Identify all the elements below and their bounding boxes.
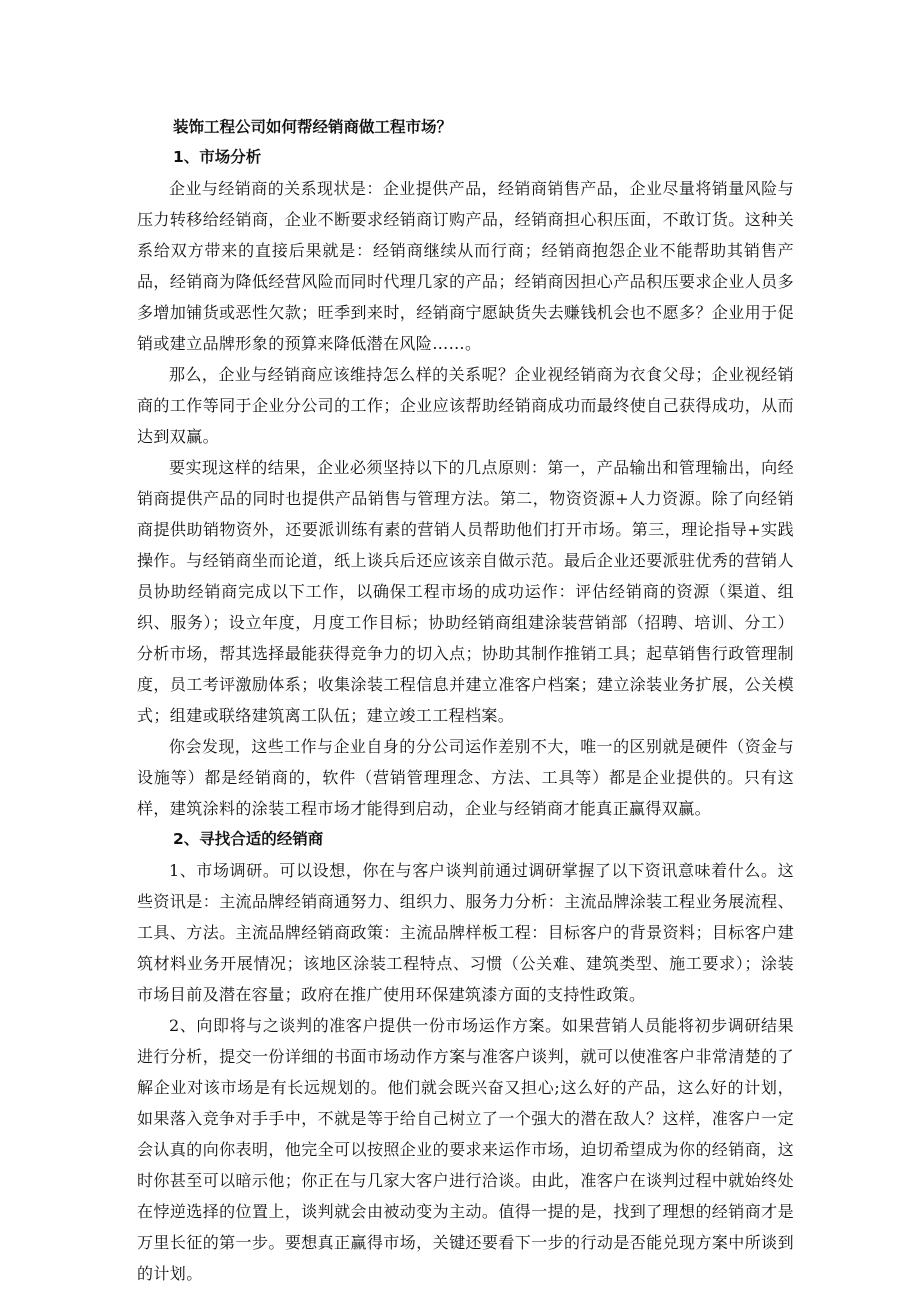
- document-title: 装饰工程公司如何帮经销商做工程市场？: [173, 118, 453, 136]
- paragraph: 企业与经销商的关系现状是：企业提供产品，经销商销售产品，企业尽量将销量风险与压力转移给经销商，企业不断要求经销商订购产品，经销商担心积压面，不敢订货。这种关系给双方带来的直接后果就是：经销商继续从而行商；经销商抱怨企业不能帮助其销售产品，经销商为降低经营风险而同时代理几家的产品；经销商因担心产品积压要求企业人员多多增加铺货或恶性欠款；旺季到来时，经销商宁愿缺货失去赚钱机会也不愿多？企业用于促销或建立品牌形象的预算来降低潜在风险……。: [137, 179, 794, 353]
- section-heading-market-analysis: 1、市场分析: [173, 148, 262, 166]
- document-page: [137, 112, 794, 1289]
- paragraph: 2、向即将与之谈判的准客户提供一份市场运作方案。如果营销人员能将初步调研结果进行分析，提交一份详细的书面市场动作方案与准客户谈判，就可以使准客户非常清楚的了解企业对该市场是有长远规划的。他们就会既兴奋又担心;这么好的产品，这么好的计划，如果落入竞争对手手中，不就是等于给自己树立了一个强大的潜在敌人？这样，准客户一定会认真的向你表明，他完全可以按照企业的要求来运作市场，迫切希望成为你的经销商，这时你甚至可以暗示他；你正在与几家大客户进行洽谈。由此，准客户在谈判过程中就始终处在悖逆选择的位置上，谈判就会由被动变为主动。值得一提的是，找到了理想的经销商才是万里长征的第一步。要想真正赢得市场，关键还要看下一步的行动是否能兑现方案中所谈到的计划。: [137, 1016, 794, 1283]
- section-heading-find-dealer: 2、寻找合适的经销商: [173, 830, 324, 848]
- paragraph: 1、市场调研。可以设想，你在与客户谈判前通过调研掌握了以下资讯意味着什么。这些资讯是：主流品牌经销商通努力、组织力、服务力分析：主流品牌涂装工程业务展流程、工具、方法。主流品牌经销商政策：主流品牌样板工程：目标客户的背景资料；目标客户建筑材料业务开展情况；该地区涂装工程特点、习惯（公关难、建筑类型、施工要求）；涂装市场目前及潜在容量；政府在推广使用环保建筑漆方面的支持性政策。: [137, 861, 794, 1004]
- paragraph: 要实现这样的结果，企业必须坚持以下的几点原则：第一，产品输出和管理输出，向经销商提供产品的同时也提供产品销售与管理方法。第二，物资资源+人力资源。除了向经销商提供助销物资外，还要派训练有素的营销人员帮助他们打开市场。第三，理论指导+实践操作。与经销商坐而论道，纸上谈兵后还应该亲自做示范。最后企业还要派驻优秀的营销人员协助经销商完成以下工作，以确保工程市场的成功运作：评估经销商的资源（渠道、组织、服务）；设立年度，月度工作目标；协助经销商组建涂装营销部（招聘、培训、分工）分析市场，帮其选择最能获得竞争力的切入点；协助其制作推销工具；起草销售行政管理制度，员工考评激励体系；收集涂装工程信息并建立准客户档案；建立涂装业务扩展，公关模式；组建或联络建筑离工队伍；建立竣工工程档案。: [137, 458, 794, 725]
- paragraph: 那么，企业与经销商应该维持怎么样的关系呢？企业视经销商为衣食父母；企业视经销商的工作等同于企业分公司的工作；企业应该帮助经销商成功而最终使自己获得成功，从而达到双赢。: [137, 365, 794, 446]
- paragraph: 你会发现，这些工作与企业自身的分公司运作差别不大，唯一的区别就是硬件（资金与设施等）都是经销商的，软件（营销管理理念、方法、工具等）都是企业提供的。只有这样，建筑涂料的涂装工程市场才能得到启动，企业与经销商才能真正赢得双赢。: [137, 737, 794, 818]
